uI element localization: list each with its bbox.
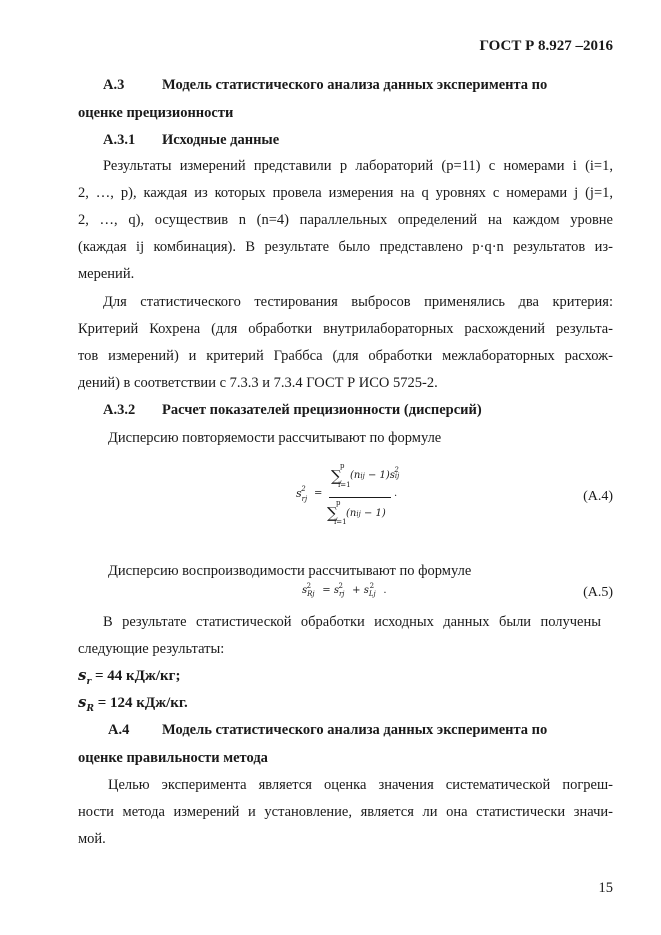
formula-a4: $s_{rj}^2$ = p ∑ i=1 (nij − 1)sij$^2$ p ∑ i=1 (nij − 1) .	[296, 462, 400, 526]
paragraph-2-line1: Для статистического тестирования выбросов применялись два критерия:	[103, 294, 613, 310]
paragraph-2-line4: дений) в соответствии с 7.3.3 и 7.3.4 ГОСТ Р ИСО 5725-2.	[78, 375, 438, 391]
section-a31-number: А.3.1	[103, 132, 136, 148]
formula-a5: $s_{Rj}^2 = s_{rj}^2 + s_{Lj}^2$ .	[302, 582, 387, 598]
paragraph-1-line5: мерений.	[78, 266, 135, 282]
result-sr: $s_r = 44$ кДж/кг;	[78, 666, 181, 687]
formula-a4-number: (А.4)	[583, 489, 613, 504]
page-number: 15	[598, 880, 613, 896]
section-a4-title-line2: оценке правильности метода	[78, 750, 268, 766]
result-sR: $s_R = 124$ кДж/кг.	[78, 693, 188, 714]
results-intro-line1: В результате статистической обработки исходных данных были получены	[103, 614, 601, 630]
paragraph-3-line1: Целью эксперимента является оценка значения систематической погреш-	[108, 777, 613, 793]
section-a3-title-line2: оценке прецизионности	[78, 105, 234, 121]
formula-a4-intro: Дисперсию повторяемости рассчитывают по формуле	[108, 430, 442, 446]
section-a32-number: А.3.2	[103, 402, 136, 418]
paragraph-1-line1: Результаты измерений представили p лабораторий (p=11) с номерами i (i=1,	[103, 158, 613, 174]
document-id: ГОСТ Р 8.927 –2016	[479, 38, 613, 54]
result-sR-value: = 124 кДж/кг.	[97, 695, 188, 711]
paragraph-3-line3: мой.	[78, 831, 106, 847]
section-a4-number: А.4	[108, 722, 130, 738]
paragraph-2-line3: тов измерений) и критерий Граббса (для обработки межлабораторных расхож-	[78, 348, 613, 364]
section-a3-number: А.3	[103, 77, 125, 93]
paragraph-3-line2: ности метода измерений и установление, является ли она статистически значи-	[78, 804, 613, 820]
section-a32-title: Расчет показателей прецизионности (дисперсий)	[162, 402, 482, 418]
paragraph-2-line2: Критерий Кохрена (для обработки внутрилабораторных расхождений результа-	[78, 321, 613, 337]
results-intro-line2: следующие результаты:	[78, 641, 225, 657]
paragraph-1-line3: 2, …, q), осуществив n (n=4) параллельных определений на каждом уровне	[78, 212, 613, 228]
formula-a5-number: (А.5)	[583, 585, 613, 600]
paragraph-1-line4: (каждая ij комбинация). В результате было представлено p·q·n результатов из-	[78, 239, 613, 255]
section-a4-title-line1: Модель статистического анализа данных эксперимента по	[162, 722, 548, 738]
section-a3-title-line1: Модель статистического анализа данных эксперимента по	[162, 77, 548, 93]
formula-a5-intro: Дисперсию воспроизводимости рассчитывают по формуле	[108, 563, 472, 579]
section-a31-title: Исходные данные	[162, 132, 280, 148]
paragraph-1-line2: 2, …, p), каждая из которых провела измерения на q уровнях с номерами j (j=1,	[78, 185, 613, 201]
result-sr-value: = 44 кДж/кг;	[94, 668, 181, 684]
